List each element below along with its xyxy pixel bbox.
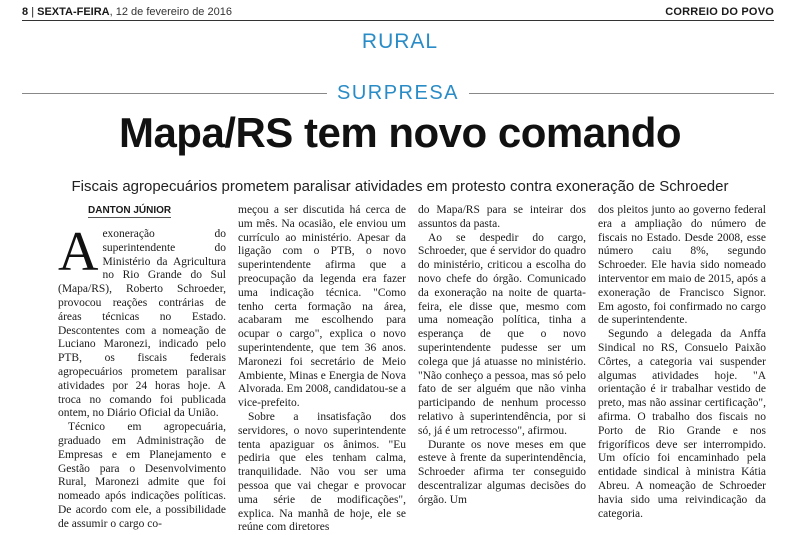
article-body — [58, 204, 778, 534]
paragraph: dos pleitos junto ao governo federal era a ampliação do número de fiscais no Estado. Desde 2008, esse número caiu 8%, segundo Schroeder. Ele havia sido nomeado interventor em maio de 2015, após a exoneração de Francisco Signor. Em agosto, foi confirmado no cargo de superintendente. — [598, 204, 766, 327]
kicker-row — [22, 82, 774, 104]
paragraph: do Mapa/RS para se inteirar dos assuntos da pasta. — [418, 204, 586, 230]
article-headline: Mapa/RS tem novo comando — [118, 109, 682, 156]
paragraph-text: exoneração do superintendente do Ministério da Agricultura no Rio Grande do Sul (Mapa/RS), Roberto Schroeder, provocou reações contrárias de áreas técnicas no Estado. Descontentes com a nomeação de Luciano Maronezi, indicado pelo PTB, os fiscais federais agropecuários prometem paralisar atividades por 24 horas hoje. A troca no comando foi publicada ontem, no Diário Oficial da União. — [58, 228, 226, 420]
paragraph: Técnico em agropecuária, graduado em Administração de Empresas e em Planejamento e Gestão para o Desenvolvimento Rural, Maronezi admite que foi nomeado após indicações políticas. De acordo com ele, a possibilidade de assumir o cargo co- — [58, 421, 226, 530]
newspaper-name: CORREIO DO POVO — [665, 6, 774, 18]
page-number: 8 — [22, 6, 29, 18]
article-subheadline: Fiscais agropecuários prometem paralisar atividades em protesto contra exoneração de Schroeder — [71, 178, 729, 195]
paragraph: Durante os nove meses em que esteve à frente da superintendência, Schroeder afirma ter conseguido descentralizar algumas decisões do órgão. Um — [418, 438, 586, 506]
article-column-3 — [418, 204, 586, 515]
header-separator: | — [31, 6, 35, 18]
header-left — [22, 4, 232, 20]
publication-date: , 12 de fevereiro de 2016 — [109, 6, 232, 18]
article-column-4 — [598, 204, 766, 520]
paragraph — [58, 221, 226, 421]
drop-cap: A — [58, 221, 99, 283]
article-kicker: SURPRESA — [327, 82, 469, 104]
byline: DANTON JÚNIOR — [88, 205, 172, 216]
paragraph: meçou a ser discutida há cerca de um mês. Na ocasião, ele enviou um currículo ao ministério. Apesar da ligação com o PTB, o novo superintendente afirma que a preocupação da legenda era fazer uma indicação técnica. "Como tenho certa formação na área, acabaram me escolhendo para ocupar o cargo", explica o novo superintendente, que tem 36 anos. Maronezi foi secretário de Meio Ambiente, Minas e Energia de Nova Alvorada. Em 2008, candidatou-se a vice-prefeito. — [238, 204, 406, 410]
page-header — [22, 4, 774, 21]
article-column-2 — [238, 204, 406, 534]
paragraph: Ao se despedir do cargo, Schroeder, que é servidor do quadro do ministério, criticou a escolha do novo chefe do órgão. Comunicado da exoneração na noite de quarta-feira, ele disse que, mesmo com uma nomeação política, tinha a esperança de que o novo superintendente pudesse ser um colega que já atuasse no ministério. "Não conheço a pessoa, mas só pelo fato de ser alguém que não vinha participando de nenhum processo relativo à superintendência, por si só, já é um retrocesso", afirmou. — [418, 231, 586, 437]
section-title: RURAL — [361, 30, 439, 53]
article-column-1 — [58, 204, 226, 530]
paragraph: Sobre a insatisfação dos servidores, o novo superintendente tenta apaziguar os ânimos. "Eu pediria que eles tenham calma, tranquilidade. Não vou ser uma pessoa que vai chegar e provocar uma série de modificações", explica. Na manhã de hoje, ele se reúne com diretores — [238, 410, 406, 534]
paragraph: Segundo a delegada da Anffa Sindical no RS, Consuelo Paixão Côrtes, a categoria vai suspender algumas atividades hoje. "A orientação é ir trabalhar vestido de preto, mas não assinar certificação", afirma. O trabalho dos fiscais no Porto de Rio Grande e nos frigoríficos deve ser interrompido. Um ofício foi encaminhado pela entidade sindical à ministra Kátia Abreu. A nomeação de Schroeder havia sido uma reivindicação da categoria. — [598, 328, 766, 520]
weekday: SEXTA-FEIRA — [37, 6, 110, 18]
